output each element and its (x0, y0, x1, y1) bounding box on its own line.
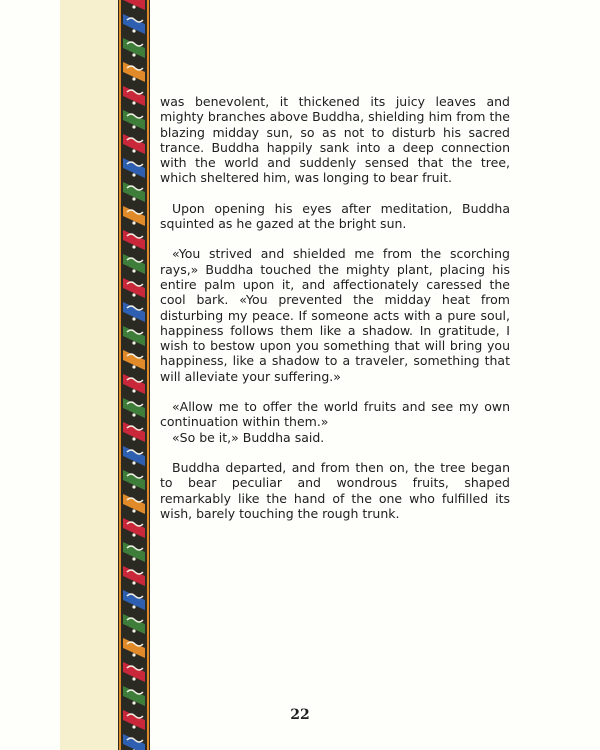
border-dot (132, 173, 135, 176)
border-edge-left (119, 0, 121, 750)
border-dot (132, 581, 135, 584)
border-dot (132, 53, 135, 56)
paragraph-4: «Allow me to offer the world fruits and see my own continuation within them.» (160, 399, 510, 430)
border-dot (132, 605, 135, 608)
border-dot (132, 677, 135, 680)
paragraph-2: Upon opening his eyes after meditation, Buddha squinted as he gazed at the bright sun. (160, 200, 510, 232)
border-dot (132, 701, 135, 704)
border-dot (132, 317, 135, 320)
border-dot (132, 461, 135, 464)
paragraph-1: was benevolent, it thickened its juicy leaves and mighty branches above Buddha, shielding him from the blazing midday sun, so as not to disturb his sacred trance. Buddha happily sank into a deep connection with the world and suddenly sensed that the tree, which sheltered him, was longing to bear fruit. (160, 94, 510, 186)
border-dot (132, 149, 135, 152)
border-dot (132, 365, 135, 368)
border-dot (132, 221, 135, 224)
border-dot (132, 533, 135, 536)
cream-margin (60, 0, 118, 750)
border-dot (132, 125, 135, 128)
border-dot (132, 245, 135, 248)
border-dot (132, 269, 135, 272)
border-dot (132, 77, 135, 80)
border-dot (132, 389, 135, 392)
border-base (118, 0, 150, 750)
border-dot (132, 293, 135, 296)
border-dot (132, 413, 135, 416)
border-dot (132, 509, 135, 512)
border-dot (132, 653, 135, 656)
border-dot (132, 197, 135, 200)
ornament-pattern (118, 0, 150, 750)
ornamental-border (118, 0, 150, 750)
border-dot (132, 29, 135, 32)
border-dot (132, 437, 135, 440)
border-edge-right (147, 0, 149, 750)
paragraph-5: «So be it,» Buddha said. (172, 429, 325, 445)
border-dot (132, 485, 135, 488)
border-dot (132, 557, 135, 560)
paragraph-6: Buddha departed, and from then on, the tree began to bear peculiar and wondrous fruits, shaped remarkably like the hand of the one who fulfilled its wish, barely touching the rough trunk. (160, 459, 510, 521)
border-dot (132, 725, 135, 728)
page-number: 22 (290, 707, 310, 723)
body-text (160, 94, 510, 536)
border-dot (132, 101, 135, 104)
border-dot (132, 341, 135, 344)
border-dot (132, 629, 135, 632)
paragraph-3: «You strived and shielded me from the scorching rays,» Buddha touched the mighty plant, placing his entire palm upon it, and affectionately caressed the cool bark. «You prevented the midday heat from disturbing my peace. If someone acts with a pure soul, happiness follows them like a shadow. In gratitude, I wish to bestow upon you something that will bring you happiness, like a shadow to a traveler, something that will alleviate your suffering.» (160, 246, 510, 384)
border-dot (132, 5, 135, 8)
